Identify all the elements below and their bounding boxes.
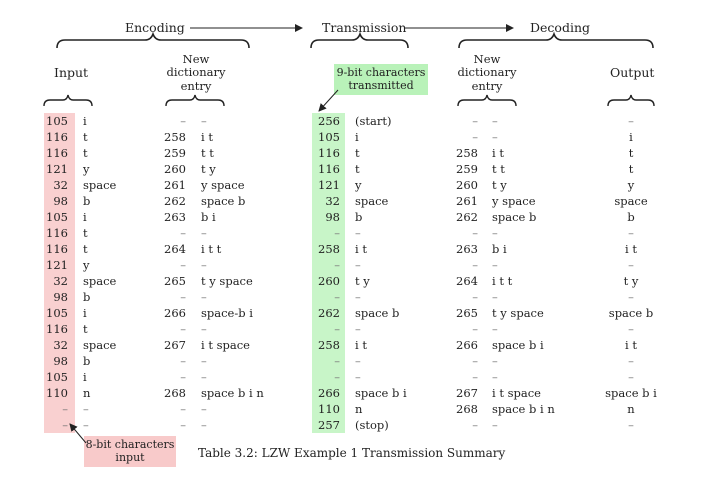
- enc-entry: –: [201, 290, 207, 304]
- dec-code: 267: [456, 386, 478, 400]
- enc-entry: –: [201, 322, 207, 336]
- tx-code: –: [334, 290, 340, 304]
- input-char: t: [83, 146, 88, 160]
- tx-code: 116: [318, 146, 340, 160]
- decoding-header: Decoding: [530, 20, 590, 35]
- dec-entry: –: [492, 290, 498, 304]
- tx-text: t: [355, 146, 360, 160]
- input-char: space: [83, 338, 117, 352]
- tx-code: –: [334, 226, 340, 240]
- enc-code: 267: [164, 338, 186, 352]
- dec-entry: i t space: [492, 386, 541, 400]
- dec-code: 258: [456, 146, 478, 160]
- input-code: 121: [46, 162, 68, 176]
- input-char: –: [83, 402, 89, 416]
- enc-entry: –: [201, 370, 207, 384]
- enc-entry: –: [201, 258, 207, 272]
- output-value: –: [628, 226, 634, 240]
- dec-new-entry-line2: dictionary: [457, 65, 517, 79]
- output-value: –: [628, 354, 634, 368]
- dec-code: 264: [456, 274, 478, 288]
- dec-code: –: [472, 258, 478, 272]
- dec-entry: y space: [492, 194, 536, 208]
- tx-code: 105: [318, 130, 340, 144]
- input-code: –: [62, 418, 68, 432]
- enc-code: –: [180, 258, 186, 272]
- input-code: 116: [46, 322, 68, 336]
- input-char: n: [83, 386, 91, 400]
- dec-entry: i t t: [492, 274, 513, 288]
- input-code: 121: [46, 258, 68, 272]
- output-value: space b: [608, 306, 654, 320]
- decoding-brace: [459, 34, 653, 48]
- input-char: t: [83, 322, 88, 336]
- tx-text: space b i: [355, 386, 407, 400]
- enc-code: 263: [164, 210, 186, 224]
- dec-entry: t y: [492, 178, 507, 192]
- tx-text: –: [355, 290, 361, 304]
- dec-entry: t y space: [492, 306, 544, 320]
- output-brace: [608, 95, 654, 106]
- enc-entry: –: [201, 354, 207, 368]
- dec-new-entry-line3: entry: [471, 79, 503, 93]
- tx-code: –: [334, 322, 340, 336]
- enc-entry: i t space: [201, 338, 250, 352]
- input-char: i: [83, 306, 87, 320]
- dec-entry: –: [492, 258, 498, 272]
- enc-entry: space-b i: [201, 306, 253, 320]
- tx-code: 257: [318, 418, 340, 432]
- output-header: Output: [610, 65, 655, 80]
- input-char: i: [83, 370, 87, 384]
- dec-entry: –: [492, 114, 498, 128]
- input-code: 98: [53, 354, 68, 368]
- input-code: 105: [46, 114, 68, 128]
- input-char: –: [83, 418, 89, 432]
- transmitted-note-line1: 9-bit characters: [336, 66, 426, 79]
- dec-code: 259: [456, 162, 478, 176]
- input-char: y: [83, 258, 90, 272]
- output-value: t: [628, 146, 634, 160]
- tx-text: n: [355, 402, 363, 416]
- tx-text: y: [355, 178, 362, 192]
- enc-code: 268: [164, 386, 186, 400]
- enc-new-entry-line3: entry: [180, 79, 212, 93]
- dec-code: –: [472, 418, 478, 432]
- output-value: i: [629, 130, 633, 144]
- enc-code: 265: [164, 274, 186, 288]
- input-char: i: [83, 114, 87, 128]
- input-char: b: [83, 354, 91, 368]
- enc-code: 262: [164, 194, 186, 208]
- tx-text: t y: [355, 274, 370, 288]
- dec-entry: i t: [492, 146, 504, 160]
- dec-entry-brace: [458, 95, 516, 106]
- transmission-header: Transmission: [322, 20, 407, 35]
- input-code: –: [62, 402, 68, 416]
- input-code: 116: [46, 242, 68, 256]
- dec-code: –: [472, 354, 478, 368]
- dec-entry: space b i n: [492, 402, 555, 416]
- input-code: 32: [53, 178, 68, 192]
- dec-entry: –: [492, 370, 498, 384]
- input-code: 32: [53, 338, 68, 352]
- input-char: space: [83, 178, 117, 192]
- enc-entry: –: [201, 402, 207, 416]
- tx-code: 260: [318, 274, 340, 288]
- tx-text: i t: [355, 338, 367, 352]
- tx-code: 121: [318, 178, 340, 192]
- input-note-line1: 8-bit characters: [85, 438, 175, 451]
- enc-entry: t y: [201, 162, 216, 176]
- output-value: –: [628, 114, 634, 128]
- tx-code: 258: [318, 242, 340, 256]
- input-char: t: [83, 226, 88, 240]
- enc-entry: i t t: [201, 242, 222, 256]
- encoding-header: Encoding: [125, 20, 185, 35]
- tx-text: (stop): [355, 418, 389, 432]
- enc-new-entry-line1: New: [182, 52, 210, 66]
- output-value: y: [627, 178, 635, 192]
- tx-text: –: [355, 258, 361, 272]
- dec-code: –: [472, 226, 478, 240]
- transmitted-note-pointer: [319, 90, 338, 111]
- dec-entry: space b: [492, 210, 537, 224]
- tx-text: space b: [355, 306, 400, 320]
- tx-code: 32: [325, 194, 340, 208]
- enc-entry-brace: [166, 95, 224, 106]
- tx-code: –: [334, 258, 340, 272]
- tx-text: (start): [355, 114, 392, 128]
- dec-code: –: [472, 130, 478, 144]
- output-value: –: [628, 290, 634, 304]
- dec-code: 261: [456, 194, 478, 208]
- input-code: 32: [53, 274, 68, 288]
- tx-code: –: [334, 370, 340, 384]
- dec-code: 262: [456, 210, 478, 224]
- enc-code: –: [180, 370, 186, 384]
- enc-new-entry-line2: dictionary: [166, 65, 226, 79]
- enc-entry: i t: [201, 130, 213, 144]
- dec-code: 268: [456, 402, 478, 416]
- dec-entry: –: [492, 226, 498, 240]
- input-code: 110: [46, 386, 68, 400]
- dec-entry: t t: [492, 162, 505, 176]
- tx-text: –: [355, 322, 361, 336]
- tx-text: t: [355, 162, 360, 176]
- tx-text: –: [355, 226, 361, 240]
- tx-text: i t: [355, 242, 367, 256]
- tx-text: b: [355, 210, 363, 224]
- output-value: –: [628, 418, 634, 432]
- input-code: 105: [46, 370, 68, 384]
- output-value: n: [627, 402, 635, 416]
- input-char: y: [83, 162, 90, 176]
- enc-code: 266: [164, 306, 186, 320]
- enc-entry: space b i n: [201, 386, 264, 400]
- input-char: b: [83, 194, 91, 208]
- tx-code: –: [334, 354, 340, 368]
- enc-code: –: [180, 402, 186, 416]
- enc-entry: –: [201, 418, 207, 432]
- dec-code: –: [472, 114, 478, 128]
- dec-code: –: [472, 290, 478, 304]
- dec-code: 260: [456, 178, 478, 192]
- tx-code: 116: [318, 162, 340, 176]
- tx-text: space: [355, 194, 389, 208]
- output-value: space: [614, 194, 648, 208]
- dec-code: 263: [456, 242, 478, 256]
- dec-code: –: [472, 322, 478, 336]
- output-value: –: [628, 322, 634, 336]
- enc-code: –: [180, 418, 186, 432]
- enc-entry: t y space: [201, 274, 253, 288]
- enc-code: –: [180, 226, 186, 240]
- input-char: t: [83, 242, 88, 256]
- input-code: 116: [46, 146, 68, 160]
- tx-code: 266: [318, 386, 340, 400]
- dec-entry: –: [492, 418, 498, 432]
- dec-code: –: [472, 370, 478, 384]
- input-code: 116: [46, 130, 68, 144]
- input-char: i: [83, 210, 87, 224]
- tx-code: 110: [318, 402, 340, 416]
- tx-code: 258: [318, 338, 340, 352]
- dec-entry: space b i: [492, 338, 544, 352]
- output-value: –: [628, 258, 634, 272]
- dec-new-entry-line1: New: [473, 52, 501, 66]
- enc-code: 261: [164, 178, 186, 192]
- input-char: b: [83, 290, 91, 304]
- tx-text: i: [355, 130, 359, 144]
- input-code: 98: [53, 290, 68, 304]
- transmission-brace: [311, 34, 408, 48]
- output-value: b: [627, 210, 635, 224]
- table-caption: Table 3.2: LZW Example 1 Transmission Summary: [198, 446, 506, 460]
- input-brace: [44, 95, 92, 106]
- enc-code: 258: [164, 130, 186, 144]
- enc-entry: t t: [201, 146, 214, 160]
- tx-code: 256: [318, 114, 340, 128]
- enc-code: –: [180, 322, 186, 336]
- enc-entry: –: [201, 226, 207, 240]
- enc-code: 259: [164, 146, 186, 160]
- input-header: Input: [54, 65, 89, 80]
- enc-code: 260: [164, 162, 186, 176]
- output-value: –: [628, 370, 634, 384]
- transmitted-note-line2: transmitted: [348, 79, 414, 92]
- enc-code: 264: [164, 242, 186, 256]
- tx-text: –: [355, 370, 361, 384]
- input-code: 105: [46, 306, 68, 320]
- tx-code: 262: [318, 306, 340, 320]
- enc-entry: space b: [201, 194, 246, 208]
- input-code: 116: [46, 226, 68, 240]
- enc-entry: –: [201, 114, 207, 128]
- input-code: 98: [53, 194, 68, 208]
- dec-entry: –: [492, 354, 498, 368]
- output-value: t: [628, 162, 634, 176]
- input-char: space: [83, 274, 117, 288]
- enc-code: –: [180, 290, 186, 304]
- dec-entry: –: [492, 322, 498, 336]
- enc-code: –: [180, 114, 186, 128]
- dec-entry: –: [492, 130, 498, 144]
- enc-code: –: [180, 354, 186, 368]
- output-value: i t: [625, 242, 637, 256]
- input-note-line2: input: [115, 451, 145, 464]
- tx-text: –: [355, 354, 361, 368]
- tx-code: 98: [325, 210, 340, 224]
- encoding-brace: [57, 34, 249, 48]
- dec-code: 266: [456, 338, 478, 352]
- input-char: t: [83, 130, 88, 144]
- output-value: i t: [625, 338, 637, 352]
- dec-entry: b i: [492, 242, 507, 256]
- enc-entry: y space: [201, 178, 245, 192]
- dec-code: 265: [456, 306, 478, 320]
- output-value: space b i: [605, 386, 657, 400]
- enc-entry: b i: [201, 210, 216, 224]
- output-value: t y: [623, 274, 639, 288]
- input-code: 105: [46, 210, 68, 224]
